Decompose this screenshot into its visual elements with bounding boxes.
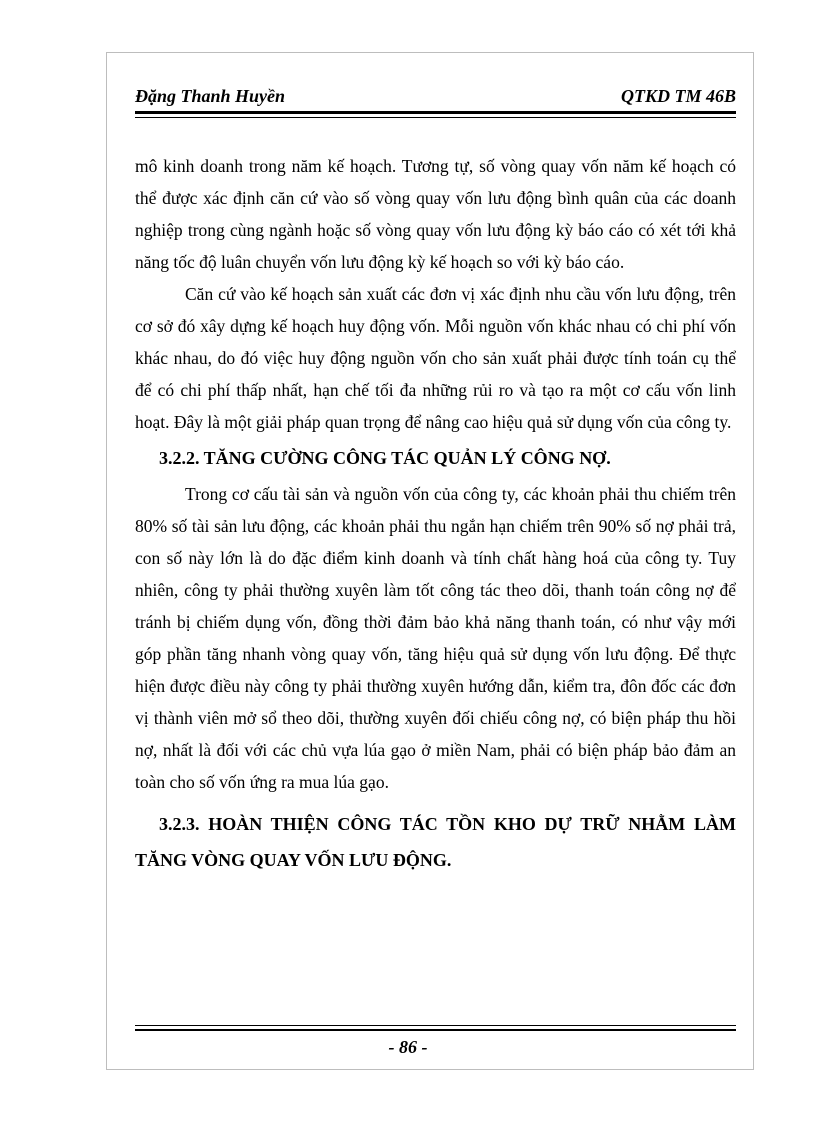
- author-name: Đặng Thanh Huyền: [135, 86, 286, 106]
- class-code: QTKD TM 46B: [620, 86, 736, 106]
- paragraph-debt-management: Trong cơ cấu tài sản và nguồn vốn của công ty, các khoản phải thu chiếm trên 80% số tài sản lưu động, các khoản phải thu ngắn hạn chiếm trên 90% số nợ phải trả, con số này lớn là do đặc điểm kinh doanh và tính chất hàng hoá của công ty. Tuy nhiên, công ty phải thường xuyên làm tốt công tác theo dõi, thanh toán công nợ để tránh bị chiếm dụng vốn, đồng thời đảm bảo khả năng thanh toán, có như vậy mới góp phần tăng nhanh vòng quay vốn, tăng hiệu quả sử dụng vốn lưu động. Để thực hiện được điều này công ty phải thường xuyên hướng dẫn, kiểm tra, đôn đốc các đơn vị thành viên mở sổ theo dõi, thường xuyên đối chiếu công nợ, có biện pháp thu hồi nợ, nhất là đối với các chủ vựa lúa gạo ở miền Nam, phải có biện pháp bảo đảm an toàn cho số vốn ứng ra mua lúa gạo.: [135, 484, 736, 792]
- paragraph-capital-plan: Căn cứ vào kế hoạch sản xuất các đơn vị xác định nhu cầu vốn lưu động, trên cơ sở đó xây dựng kế hoạch huy động vốn. Mỗi nguồn vốn khác nhau có chi phí vốn khác nhau, do đó việc huy động nguồn vốn cho sản xuất phải được tính toán cụ thể để có chi phí thấp nhất, hạn chế tối đa những rủi ro và tạo ra một cơ cấu vốn linh hoạt. Đây là một giải pháp quan trọng để nâng cao hiệu quả sử dụng vốn của công ty.: [135, 284, 736, 432]
- section-heading-3-2-2: 3.2.2. TĂNG CƯỜNG CÔNG TÁC QUẢN LÝ CÔNG NỢ.: [159, 448, 611, 468]
- header-rule: [135, 111, 736, 118]
- section-heading-3-2-3: 3.2.3. HOÀN THIỆN CÔNG TÁC TỒN KHO DỰ TRỮ NHẰM LÀM TĂNG VÒNG QUAY VỐN LƯU ĐỘNG.: [135, 814, 736, 870]
- paragraph-continued: mô kinh doanh trong năm kế hoạch. Tương tự, số vòng quay vốn năm kế hoạch có thể được xác định căn cứ vào số vòng quay vốn lưu động bình quân của các doanh nghiệp trong cùng ngành hoặc số vòng quay vốn lưu động kỳ báo cáo có xét tới khả năng tốc độ luân chuyển vốn lưu động kỳ kế hoạch so với kỳ báo cáo.: [135, 156, 736, 272]
- footer-rule: [135, 1025, 736, 1031]
- page-content: [135, 150, 736, 878]
- page-number: - 86 -: [388, 1037, 428, 1057]
- page-header: [135, 84, 736, 110]
- spacer: [135, 798, 736, 806]
